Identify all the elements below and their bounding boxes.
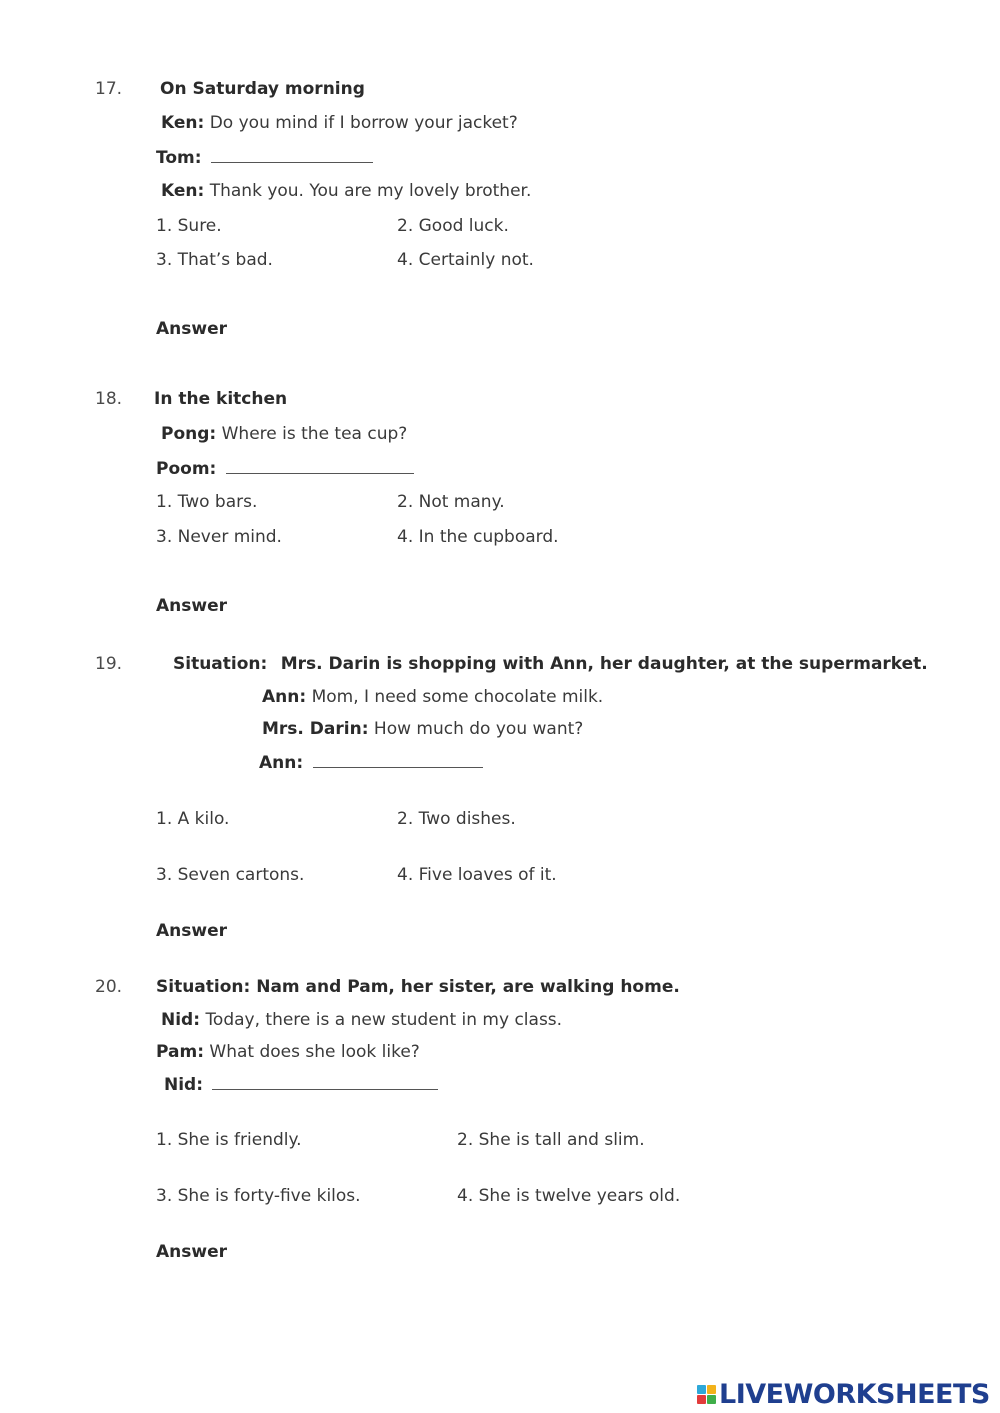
answer-label: Answer (156, 596, 227, 616)
answer-input[interactable] (246, 922, 476, 940)
speaker-name: Tom: (156, 148, 202, 168)
option-2: 2. Good luck. (397, 216, 509, 236)
option-1: 1. Two bars. (156, 492, 258, 512)
option-3: 3. She is forty-five kilos. (156, 1186, 361, 1206)
question-setting: On Saturday morning (160, 79, 365, 99)
logo-square-e (707, 1395, 716, 1404)
option-3: 3. Never mind. (156, 527, 282, 547)
dialogue-line (161, 180, 531, 202)
speaker-name: Ken: (161, 113, 205, 133)
option-4: 4. She is twelve years old. (457, 1186, 681, 1206)
dialogue-line (259, 751, 483, 774)
speaker-name: Ann: (262, 687, 307, 707)
dialogue-line (156, 457, 414, 480)
dialogue-line (161, 1009, 562, 1031)
situation-text: Mrs. Darin is shopping with Ann, her daughter, at the supermarket. (280, 654, 928, 674)
speaker-name: Ken: (161, 181, 205, 201)
option-4: 4. Certainly not. (397, 250, 534, 270)
logo-mark-icon (697, 1385, 716, 1404)
option-2: 2. She is tall and slim. (457, 1130, 645, 1150)
question-setting: In the kitchen (154, 389, 288, 409)
option-1: 1. She is friendly. (156, 1130, 302, 1150)
option-3: 3. Seven cartons. (156, 865, 305, 885)
dialogue-text: Thank you. You are my lovely brother. (209, 181, 532, 201)
answer-row (156, 920, 476, 942)
option-2: 2. Not many. (397, 492, 505, 512)
speaker-name: Nid: (164, 1075, 204, 1095)
answer-row (156, 595, 476, 617)
option-1: 1. A kilo. (156, 809, 230, 829)
speaker-name: Nid: (161, 1010, 201, 1030)
option-4: 4. Five loaves of it. (397, 865, 557, 885)
answer-row (156, 318, 476, 340)
logo-square-l (697, 1385, 706, 1394)
logo-square-i (707, 1385, 716, 1394)
dialogue-line (161, 112, 518, 134)
situation-line (173, 653, 928, 675)
dialogue-text: Where is the tea cup? (221, 424, 408, 444)
situation-label: Situation: (173, 654, 268, 674)
answer-input[interactable] (246, 320, 476, 338)
answer-input[interactable] (246, 597, 476, 615)
option-1: 1. Sure. (156, 216, 222, 236)
answer-blank (212, 1073, 438, 1090)
speaker-name: Pam: (156, 1042, 204, 1062)
question-setting: Situation: Nam and Pam, her sister, are walking home. (156, 977, 680, 997)
logo-square-v (697, 1395, 706, 1404)
speaker-name: Ann: (259, 753, 304, 773)
answer-blank (313, 751, 483, 768)
answer-input[interactable] (246, 1243, 476, 1261)
dialogue-text: How much do you want? (373, 719, 584, 739)
question-number: 17. (95, 79, 123, 99)
dialogue-line (156, 146, 373, 169)
answer-blank (226, 457, 414, 474)
dialogue-line (262, 718, 583, 740)
answer-label: Answer (156, 921, 227, 941)
dialogue-line (156, 1041, 420, 1063)
speaker-name: Poom: (156, 459, 217, 479)
speaker-name: Mrs. Darin: (262, 719, 369, 739)
dialogue-line (164, 1073, 438, 1096)
logo-text: LIVEWORKSHEETS (719, 1378, 990, 1410)
dialogue-text: Do you mind if I borrow your jacket? (209, 113, 518, 133)
dialogue-text: What does she look like? (209, 1042, 420, 1062)
option-3: 3. That’s bad. (156, 250, 273, 270)
liveworksheets-logo[interactable] (697, 1377, 990, 1411)
option-4: 4. In the cupboard. (397, 527, 559, 547)
question-number: 19. (95, 654, 123, 674)
answer-label: Answer (156, 1242, 227, 1262)
speaker-name: Pong: (161, 424, 217, 444)
dialogue-text: Mom, I need some chocolate milk. (311, 687, 604, 707)
answer-blank (211, 146, 373, 163)
answer-label: Answer (156, 319, 227, 339)
dialogue-line (161, 423, 407, 445)
dialogue-text: Today, there is a new student in my class. (205, 1010, 563, 1030)
dialogue-line (262, 686, 603, 708)
question-number: 18. (95, 389, 123, 409)
question-number: 20. (95, 977, 123, 997)
option-2: 2. Two dishes. (397, 809, 516, 829)
answer-row (156, 1241, 476, 1263)
